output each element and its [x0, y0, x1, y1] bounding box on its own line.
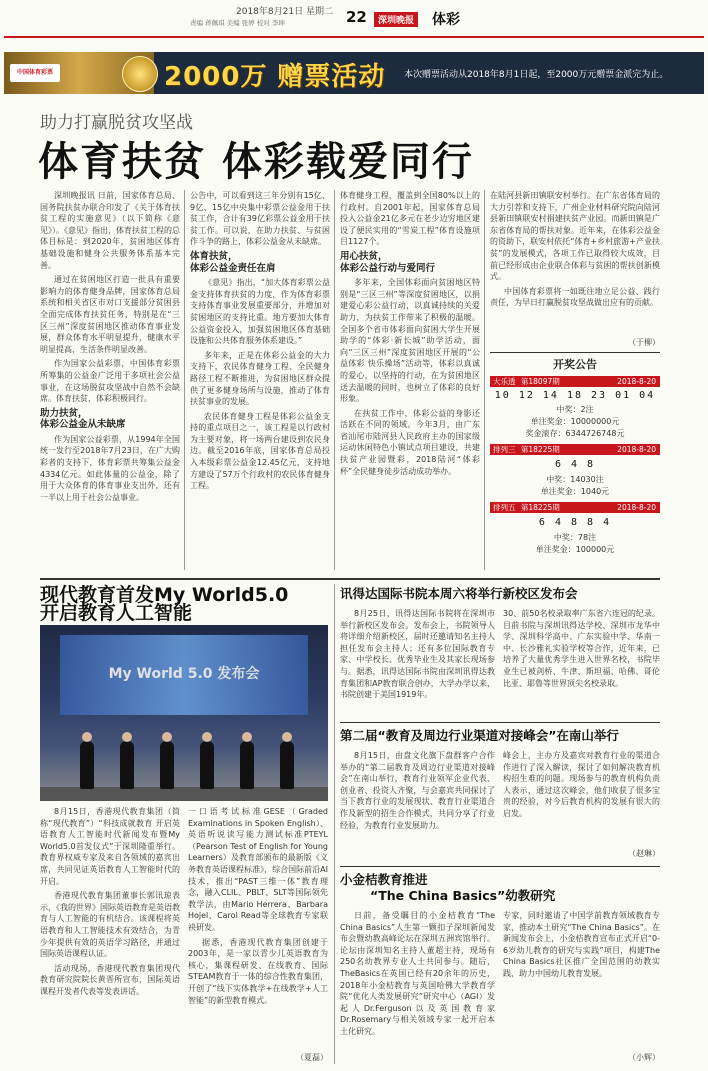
sports-lottery-logo: 中国体育彩票: [10, 64, 60, 82]
lead-headline: 体育扶贫 体彩载爱同行: [38, 138, 474, 185]
lead-signature: （于柳）: [628, 338, 660, 347]
page-number: 22: [346, 8, 367, 26]
article5-signature: （小辉）: [628, 1053, 660, 1062]
lead-c1-p4: 作为国家公益彩票，从1994年全国统一发行至2018年7月23日，在广大购彩者的支持下，体育彩票共筹集公益金4334亿元。如此体量的公益金，除了用于大众体育的体育事业支出外，还有一半以上用于社会公益事业。: [40, 434, 180, 502]
lead-c1-p1: 深圳晚报讯 日前，国家体育总局、国务院扶贫办联合印发了《关于体育扶贫工程的实施意见》（以下简称《意见》）。《意见》指出，体育扶贫工程的总体目标是：到2020年，贫困地区体育基础设施和健身公共服务体系基本完善。: [40, 191, 180, 270]
section-title: 体彩: [432, 12, 460, 28]
section-rule: [340, 722, 660, 723]
lead-c2-p1: 公告中，可以看到这三年分别有15亿、9亿、15亿中央集中彩票公益金用于扶贫工作，合计有39亿彩票公益金用于扶贫工作。可以说，在助力扶贫、与贫困作斗争的路上，体彩公益金从未缺席。: [190, 191, 330, 247]
game-name: 排列三: [493, 445, 516, 454]
article4-column-2: 峰会上，主办方及嘉宾对教育行业的渠道合作进行了深入解读，探讨了如何解决教育机构招生难的问题。现场参与的教育机构负责人表示，通过这次峰会，他们收获了很多宝贵的经验，对今后教育机构的发展有很大的启发。: [503, 751, 660, 818]
dlt-pool: 奖金滚存：6344726748元: [525, 429, 625, 438]
promo-banner: [4, 52, 704, 94]
section-rule: [340, 866, 660, 867]
lead-c3-p1: 体育健身工程，覆盖到全国80%以上的行政村。自2001年起，国家体育总局投入公益金21亿多元在老少边穷地区建设了便民实用的“雪炭工程”体育设施项目1127个。: [340, 191, 480, 247]
game-issue: 第18225期: [520, 503, 560, 512]
person-figure: [240, 741, 254, 789]
lead-c1-subhead-2: 体彩公益金从未缺席: [40, 419, 126, 431]
person-figure: [120, 741, 134, 789]
p5-numbers: 6 4 8 8 4: [538, 517, 612, 528]
lottery-bar-p3: [490, 444, 660, 455]
lottery-top-rule: [490, 352, 660, 353]
dlt-prize: 单注奖金：10000000元: [530, 417, 620, 426]
lead-c2-p4: 农民体育健身工程是体彩公益金支持的重点项目之一，该工程是以行政村为主要对象，将一场两台建设到农民身边。截至2016年底，国家体育总局投入本级彩票公益金12.45亿元，支持地方建设了57万个行政村的农民体育健身工程。: [190, 411, 330, 491]
col-divider: [184, 190, 185, 570]
lead-c1-subhead-1: 助力扶贫，: [40, 407, 88, 419]
lottery-bar-dlt: [490, 376, 660, 387]
a2-c1-p2: 香港现代教育集团董事长郭讯琼表示，《我的世界》国际英语教育是英语教育与人工智能的有机结合。该课程将英语教育和人工智能技术有效结合，为青少年提供有效的英语学习路径，并通过国际英语课程认证。: [40, 891, 180, 959]
lead-c1-p2: 通过在贫困地区打造一批具有重要影响力的体育健身品牌，国家体育总局系统和相关省区市对口支援部分贫困县全面完成体育扶贫任务，特别是在“三区三州”深度贫困地区推动体育事业发展，群众体育水平明显提升，健康水平明显提高，生活条件明显改善。: [40, 275, 180, 354]
game-issue: 第18225期: [520, 445, 560, 454]
col-divider: [334, 190, 335, 570]
medal-icon: [122, 56, 158, 92]
col-divider: [334, 584, 335, 1064]
article4-column-1: 8月15日，由盘文化旗下盘群客户合作举办的“第二届教育及周边行业渠道对接峰会”在南山举行，教育行业领军企业代表、创业者、投资人齐聚，与会嘉宾共同探讨了当下教育行业的发展现状、教育行业渠道合作及新型的招生合作模式，共同分享了行业经验，为教育行业发展助力。: [340, 751, 495, 830]
a2-c2-p1: 一口语考试标准GESE（Graded Examinations in Spoken English）、英语听说读写能力测试标准PTEYL（Pearson Test of English for Young Learners）及教育部颁布的最新版《义务教育英语课程标准》，综合国际前沿AI技术，推出“PAST三维一体”教育理念，融入CLIL、PBLT、SLT等国际领先教学法，由Mario Herrera、Barbara Hojel、Carol Read等全球教育专家联袂研发。: [188, 807, 328, 932]
article2-headline-2: 开启教育人工智能: [40, 602, 193, 624]
person-figure: [80, 741, 94, 789]
lead-c2-p2: 《意见》指出，“加大体育彩票公益金支持体育扶贫的力度，作为体育彩票支持体育事业发展重要部分，并增加对贫困地区的支持比重。地方要加大体育公益资金投入，加强贫困地区体育基础设施和公共体育服务体系建设。”: [190, 278, 330, 346]
screen-caption: My World 5.0 发布会: [108, 666, 260, 682]
a2-c1-p3: 活动现场，香港现代教育集团现代教育研究院院长黄晋所宣布，国际英语课程开发者代表等发表讲话。: [40, 963, 180, 996]
lead-c3-p3: 在扶贫工作中，体彩公益的身影还活跃在不同的领域。今年3月，由广东省汕尾市陆河县人民政府主办的国家级运动休闲特色小镇试点项目建设，共建扶贫产业园暨彩，2018陆河“体彩杯”全民健身徒步活动成功举办。: [340, 408, 480, 476]
p5-prize: 单注奖金：100000元: [535, 545, 615, 554]
game-name: 排列五: [493, 503, 516, 512]
lead-column-1: [40, 190, 180, 570]
article2-headline-1: 现代教育首发My World5.0: [40, 584, 289, 606]
article3-column-1: 8月25日，讯得达国际书院将在深圳市举行新校区发布会。发布会上，书院领导人将详细介绍新校区，届时还邀请知名主持人担任发布会主持人；还有多位国际教育专家、中学校长、优秀毕业生及其家长现场参与。据悉，讯得达国际书院由深圳讯得达教育集团和AP教育联合创办，大学办学以来，书院创建于美国1919年。: [340, 609, 495, 700]
article4-headline: 第二届“教育及周边行业渠道对接峰会”在南山举行: [340, 728, 619, 743]
a2-c1-p1: 8月15日，香港现代教育集团（简称“现代教育”）“科技成就教育 开启英语教育人工智能时代新闻发布暨My World5.0首发仪式”于深圳隆重举行。教育界权威专家及来自各领域的嘉宾出席，共同见证英语教育人工智能时代的开启。: [40, 807, 180, 886]
lottery-bar-p5: [490, 502, 660, 513]
lead-c3-subhead-2: 体彩公益行动与爱同行: [340, 262, 436, 274]
game-name: 大乐透: [493, 377, 516, 386]
stage-floor: [40, 787, 328, 801]
lead-c3-p2: 多年来，全国体彩面向贫困地区特别是“三区三州”等深度贫困地区，以捐建爱心彩公益行动，以真诚持续的关爱助力，为扶贫工作带来了积极的温暖。全国多个省市体彩面向贫困大学生开展助学的“体彩·新长城”助学活动，面向“三区三州”深度贫困地区开展的“公益体彩 快乐操场”活动等，体彩以真诚的爱心，以坚持的行动，在为贫困地区送去温暖的同时，也树立了体彩的良好形象。: [340, 278, 480, 404]
lead-column-3: [340, 190, 480, 570]
lead-c2-p3: 多年来，正是在体彩公益金的大力支持下，农民体育健身工程、全民健身路径工程不断推进，为贫困地区群众提供了更多健身场所与设施，推动了体育扶贫事业的发展。: [190, 350, 330, 407]
lottery-title: 开奖公告: [553, 358, 597, 371]
lead-c4-p2: 中国体育彩票将一如既往地立足公益、践行责任，为早日打赢脱贫攻坚战做出应有的贡献。: [490, 286, 660, 308]
dlt-winners: 中奖：2注: [556, 405, 594, 414]
col-divider: [484, 190, 485, 570]
article2-column-1: [40, 806, 180, 1064]
dlt-numbers: 10 12 14 18 23 01 04: [494, 390, 656, 401]
issue-date: 2018年8月21日 星期二: [236, 7, 333, 17]
p3-numbers: 6 4 8: [554, 459, 596, 470]
person-figure: [280, 741, 294, 789]
article3-headline: 讯得达国际书院本周六将举行新校区发布会: [340, 586, 578, 601]
newspaper-logo: 深圳晚报: [374, 12, 418, 27]
person-figure: [200, 741, 214, 789]
game-date: 2018-8-20: [617, 445, 656, 454]
person-figure: [160, 741, 174, 789]
section-rule: [40, 578, 660, 580]
article5-column-2: 专家，同时邀请了中国学前教育领域教育专家，推动本土研究“The China Basics”。在新闻发布会上，小金桔教育宣布正式开启“0-6岁幼儿教育的研究与实践”项目，构建The China Basics社区推广全国范围的幼教实践，助力中国幼儿教育发展。: [503, 911, 660, 978]
p5-winners: 中奖：78注: [553, 533, 597, 542]
lead-c4-p1: 在陆河县新田镇联安村举行。在广东省体育局的大力引荐和支持下，广州企业材料研究院向陆河县新田镇联安村捐建扶贫产业园。而新田镇是广东省体育局的帮扶对象。近年来，在体彩公益金的资助下，联安村依托“体育+乡村旅游+产业扶贫”的发展模式，各项工作已取得较大成效，目前已经形成由企业联合体彩与贫困的帮扶创新模式。: [490, 191, 660, 282]
stage-screen: [60, 635, 308, 715]
article2-column-2: [188, 806, 328, 1052]
banner-title: 2000万 赠票活动: [164, 62, 386, 92]
banner-notice: 本次赠票活动从2018年8月1日起，至2000万元赠票金派完为止。: [404, 70, 669, 80]
article5-headline-2: “The China Basics”幼教研究: [370, 888, 556, 903]
a2-c2-p2: 据悉，香港现代教育集团创建于2003年，是一家以青少儿英语教育为核心，集课程研发、在线教育、国际STEAM教育于一体的综合性教育集团，开创了“线下实体教学+在线教学+人工智能”的新型教育模式。: [188, 937, 328, 1005]
launch-event-photo: [40, 625, 328, 801]
lead-kicker: 助力打赢脱贫攻坚战: [40, 113, 193, 133]
game-date: 2018-8-20: [617, 377, 656, 386]
lead-c3-subhead-1: 用心扶贫，: [340, 250, 388, 262]
article2-signature: （夏磊）: [296, 1053, 328, 1062]
article5-headline-1: 小金桔教育推进: [340, 872, 428, 887]
header-rule: [4, 36, 704, 38]
game-date: 2018-8-20: [617, 503, 656, 512]
lead-c2-subhead-2: 体彩公益金责任在肩: [190, 262, 276, 274]
article3-column-2: 30、前50名校录取率广东省六连冠的纪录。目前书院与深圳讯得达学校、深圳市龙华中学、深圳科学高中、广东实验中学、华南一中、长沙雅礼实验学校等合作，近年来，已培养了大量优秀学生进入世界名校，书院毕业生已被剑桥、牛津、斯坦福、哈佛、哥伦比亚、耶鲁等世界顶尖名校录取。: [503, 609, 660, 688]
article5-column-1: 日前，备受瞩目的小金桔教育“The China Basics”人生第一颗扣子深圳新闻发布会暨幼教高峰论坛在深圳五洲宾馆举行。论坛由深圳知名主持人董超主持，现场有250名幼教界专业人士共同参与。随后，TheBasics在英国已经有20余年的历史，2018年小金桔教育与英国哈佛大学教育学院“优化人类发展研究”研究中心（AGI）发起人Dr.Ferguson以及英国教育家Dr.Rosemary与相关领域专家一起开启本土化研究。: [340, 911, 495, 1036]
editor-credits: 责编 蒋佩琪 美编 张婷 校对 李坤: [190, 19, 285, 27]
p3-prize: 单注奖金：1040元: [540, 487, 610, 496]
game-issue: 第18097期: [520, 377, 560, 386]
p3-winners: 中奖：14030注: [546, 475, 604, 484]
lead-column-4: [490, 190, 660, 335]
lead-c1-p3: 作为国家公益彩票，中国体育彩票所筹集的公益金广泛用于多项社会公益事业，在这场脱贫攻坚战中自然不会缺席。体育扶贫，体彩积极同行。: [40, 359, 180, 404]
article4-signature: （赵琳）: [628, 849, 660, 858]
lead-column-2: [190, 190, 330, 570]
lead-c2-subhead-1: 体育扶贫，: [190, 250, 238, 262]
